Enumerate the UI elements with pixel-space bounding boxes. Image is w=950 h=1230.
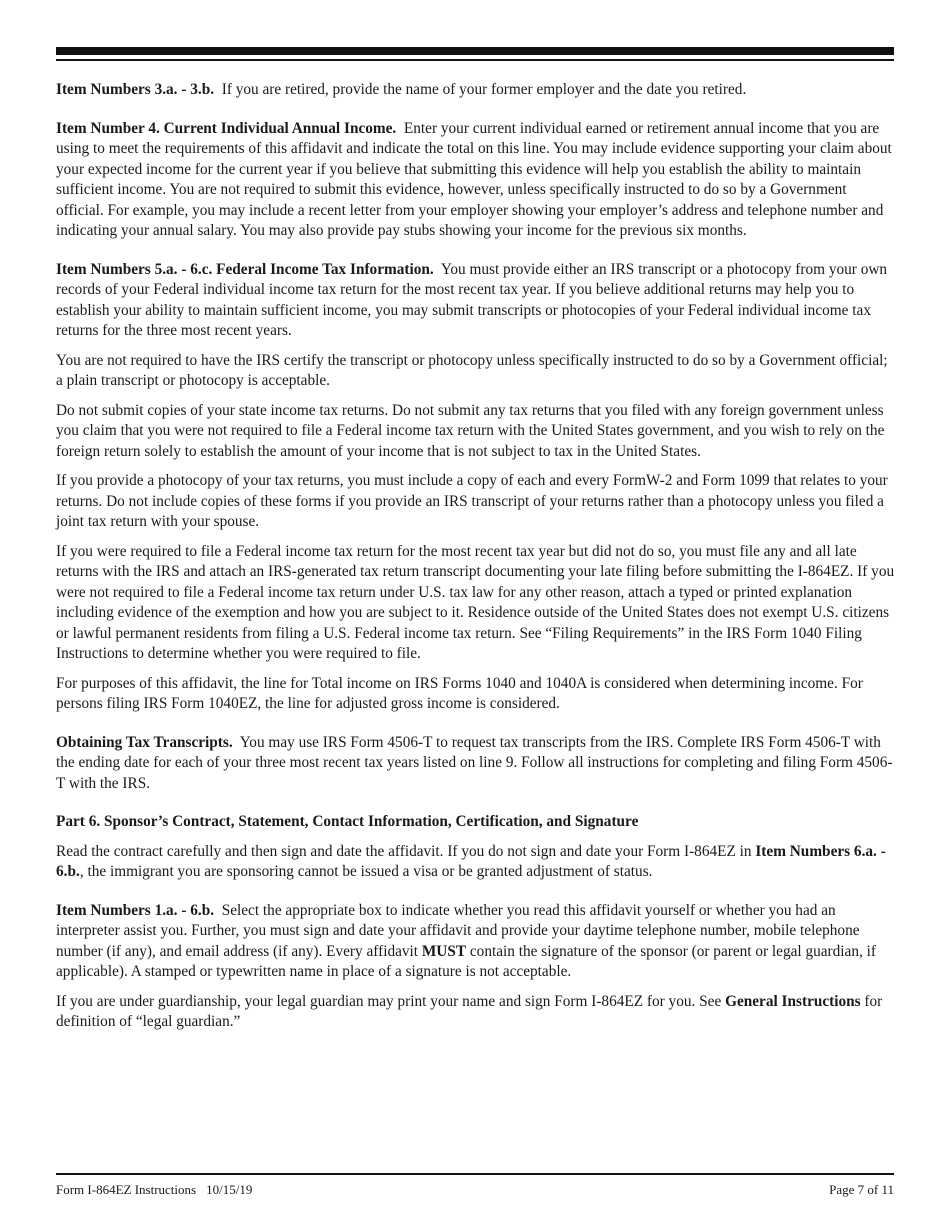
paragraph-photocopy: If you provide a photocopy of your tax returns, you must include a copy of each and every FormW-2 and Form 1099 that relates to your returns. Do not include copies of these forms if you provide an IRS transcript of your returns rather than a photocopy unless you filed a joint tax return with your spouse. xyxy=(56,472,888,530)
paragraph-late-filing: If you were required to file a Federal income tax return for the most recent tax year but did not do so, you must file any and all late returns with the IRS and attach an IRS-generated tax return transcript documenting your late filing before submitting the I-864EZ. If you were not required to file a Federal income tax return under U.S. tax law for any other reason, attach a typed or printed explanation including evidence of the exemption and how you are subject to it. Residence outside of the United States does not exempt U.S. citizens or lawful permanent residents from filing a U.S. Federal income tax return. See “Filing Requirements” in the IRS Form 1040 Filing Instructions to determine whether you were required to file. xyxy=(56,542,895,662)
footer-rule xyxy=(56,1173,894,1175)
paragraph-tax-transcripts xyxy=(56,733,896,795)
footer-date: 10/15/19 xyxy=(206,1182,253,1197)
part-6-heading: Part 6. Sponsor’s Contract, Statement, Contact Information, Certification, and Signature xyxy=(56,813,639,830)
header-rule-thick xyxy=(56,47,894,55)
item-label: Item Numbers 5.a. - 6.c. Federal Income Tax Information. xyxy=(56,260,434,278)
paragraph-total-income: For purposes of this affidavit, the line for Total income on IRS Forms 1040 and 1040A is considered when determining income. For persons filing IRS Form 1040EZ, the line for adjusted gross income is considered. xyxy=(56,674,863,712)
instructions-body xyxy=(56,80,896,1033)
paragraph-text: You must provide either an IRS transcript or a photocopy from your own records of your Federal individual income tax return for the most recent tax year. If you believe additional returns may help you to establish your ability to maintain sufficient income, you may submit transcripts or photocopies of your Federal individual income tax returns for the three most recent years. xyxy=(56,260,888,339)
paragraph-annual-income xyxy=(56,119,896,242)
item-label: Item Numbers 3.a. - 3.b. xyxy=(56,81,215,98)
paragraph-text: If you are retired, provide the name of your former employer and the date you retired. xyxy=(221,81,747,98)
paragraph-guardianship: If you are under guardianship, your legal guardian may print your name and sign Form I-864EZ for you. See General Instructions for definition of “legal guardian.” xyxy=(56,992,883,1030)
footer-form-name: Form I-864EZ Instructions xyxy=(56,1182,197,1197)
item-label: Obtaining Tax Transcripts. xyxy=(56,733,233,751)
paragraph-certify: You are not required to have the IRS certify the transcript or photocopy unless specifically instructed to do so by a Government official; a plain transcript or photocopy is acceptable. xyxy=(56,351,888,389)
paragraph-sign-contract: Read the contract carefully and then sign and date the affidavit. If you do not sign and date your Form I-864EZ in Item Numbers 6.a. - 6.b., the immigrant you are sponsoring cannot be issued a visa or be granted adjustment of status. xyxy=(56,842,886,880)
header-rule-thin xyxy=(56,59,894,61)
footer-page-number: Page 7 of 11 xyxy=(829,1182,894,1197)
item-label: Item Numbers 1.a. - 6.b. xyxy=(56,901,215,919)
paragraph-federal-tax xyxy=(56,260,896,342)
paragraph-text: You may use IRS Form 4506-T to request tax transcripts from the IRS. Complete IRS Form 4506-T with the ending date for each of your three most recent tax years listed on line 9. Follow all instructions for completing and filing Form 4506-T with the IRS. xyxy=(56,733,893,792)
item-label: Item Number 4. Current Individual Annual Income. xyxy=(56,119,397,137)
footer-form-id xyxy=(56,1182,262,1198)
paragraph-text: Enter your current individual earned or retirement annual income that you are using to meet the requirements of this affidavit and indicate the total on this line. You may include evidence supporting your claim about your expected income for the current year if you believe that submitting this evidence will help you establish the ability to maintain sufficient income. You are not required to submit this evidence, however, unless specifically instructed to do so by a Government official. For example, you may include a recent letter from your employer showing your employer’s address and telephone number and indicating your annual salary. You may also provide pay stubs showing your income for the previous six months. xyxy=(56,119,892,239)
paragraph-state-returns: Do not submit copies of your state income tax returns. Do not submit any tax returns that you filed with any foreign government unless you claim that you were not required to file a Federal income tax return with the United States government, and you wish to rely on the foreign return solely to establish the amount of your income that is not subject to tax in the United States. xyxy=(56,401,885,460)
page-footer xyxy=(56,1182,894,1198)
paragraph-signature: Item Numbers 1.a. - 6.b. Select the appropriate box to indicate whether you read this affidavit yourself or whether you had an interpreter assist you. Further, you must sign and date your affidavit and provide your daytime telephone number, mobile telephone number (if any), and email address (if any). Every affidavit MUST contain the signature of the sponsor (or parent or legal guardian, if applicable). A stamped or typewritten name in place of a signature is not acceptable. xyxy=(56,901,876,980)
paragraph-retired xyxy=(56,80,896,101)
